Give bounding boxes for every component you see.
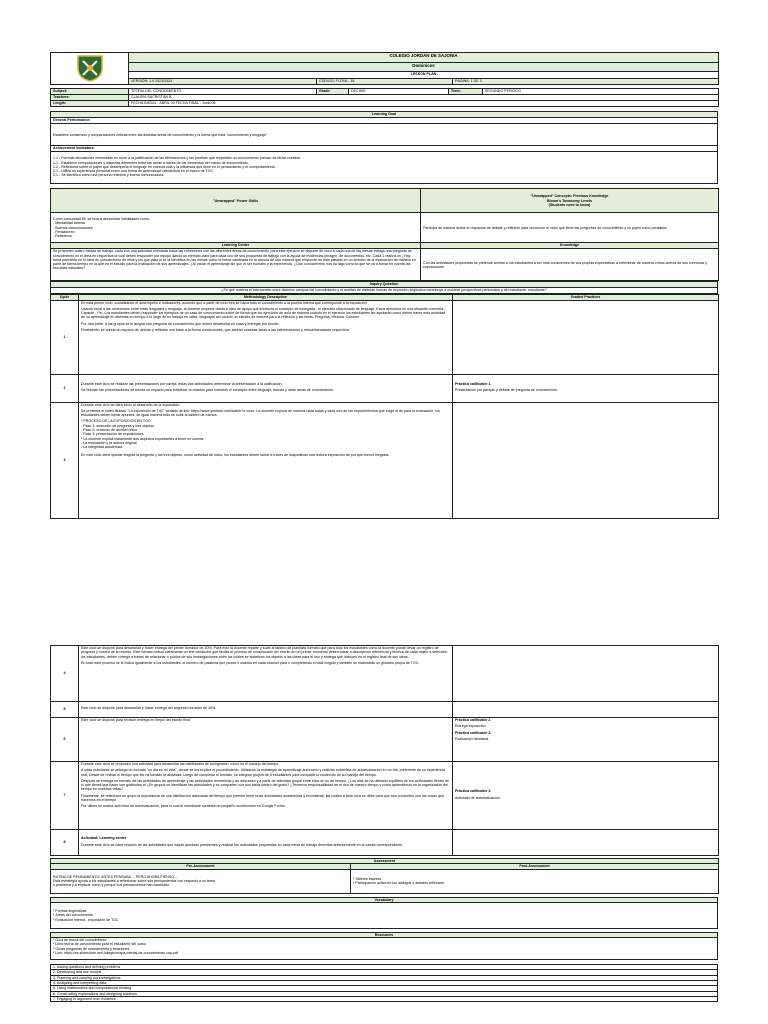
teachers-value: CLAUDIA SACRISTÁN B. — [129, 95, 719, 101]
resources-title: Resources — [51, 932, 718, 937]
term-value: SEGUNDO PERIODO — [483, 89, 719, 95]
methodology-cell — [79, 646, 453, 702]
list-item: RUTINA DE PENSAMIENTO: ANTES PENSABA ... PERO AHORA PIENSO ... — [53, 874, 178, 879]
power-skill-item: - Reflexivos — [53, 234, 72, 239]
methodology-paragraph: Este ciclo se dispone para revisión entrega en limpio del escrito final. — [81, 718, 191, 722]
table-row — [51, 762, 719, 830]
bloom-levels: Bloom's Taxonomy Levels — [547, 198, 592, 203]
lesson-plan-page-1 — [50, 52, 718, 519]
practice-item: 5. Using mathematics and computational thinking — [51, 986, 718, 991]
practice-item: 7. Engaging in argument from evidence — [51, 996, 718, 1001]
graded-practice-title: Práctica calificable 1. — [455, 381, 492, 386]
methodology-paragraph: Durante este ciclo se proponen una actividad para desarrollar las habilidades de autogestión, como es el manejo del tiempo. — [81, 762, 280, 766]
list-item: * Guía de teoría del conocimiento — [53, 938, 107, 943]
table-row — [51, 300, 719, 374]
page-cell: PÁGINA: 1 DE 3 — [453, 79, 719, 85]
graded-cell — [453, 718, 719, 762]
list-item: - Paso 2: creación de archivo único — [81, 428, 138, 433]
concepts-text: Participa de manera activa en espacios de debate y reflexión para reconocer el valor que tiene las preguntas de conocimiento y su papel como pensador. — [421, 213, 719, 243]
learning-center-title: Learning Center — [51, 243, 421, 249]
table-row — [51, 718, 719, 762]
achievement-indicators-list — [51, 152, 718, 184]
power-skills-list — [51, 213, 421, 243]
practice-item: 1. Asking questions and defining problems — [51, 965, 718, 970]
school-name: COLEGIO JORDÁN DE SAJONIA — [129, 53, 719, 63]
methodology-cell — [79, 702, 453, 718]
graded-practice-text: Actividad de autoevaluación. — [455, 795, 501, 800]
cycle-number: 1 — [51, 300, 79, 374]
practice-item: 4. Analyzing and interpreting data — [51, 981, 718, 986]
version-cell: VERSIÓN: 1.0 2023/2024 — [129, 79, 317, 85]
lesson-plan-page-2 — [50, 645, 718, 1002]
post-assessment-label: Post-Assessment — [351, 864, 719, 869]
assessment-table — [50, 858, 719, 894]
list-item: * Participación activa en los diálogos y debates reflexivos — [353, 881, 445, 886]
methodology-paragraph: En este ciclo debe quedar elegida la pregunta y los tres objetos, como actividad de inicio, los estudiantes deben tomar a través de diapositivas una lectura exposición de por qué fueron elegidos. — [81, 452, 390, 457]
graded-cell — [453, 830, 719, 856]
list-item: o problema y a explorar cómo y porqué sus pensamientos han cambiado — [53, 883, 170, 888]
methodology-header: Methodology Description — [79, 294, 453, 300]
methodology-paragraph: Este ciclo se dispone para desarrollar y hacer entrega del segundo borrador de 40%. — [81, 706, 217, 711]
doc-type: LESSON PLAN — [129, 71, 719, 78]
practice-item: 2. Developing and use models — [51, 970, 718, 975]
methodology-cell — [79, 762, 453, 830]
power-skill-item: - Pensadores — [53, 229, 75, 234]
table-row — [51, 830, 719, 856]
graded-header: Graded Practices — [453, 294, 719, 300]
list-item: - Paso 3: presentación de exposiciones — [81, 432, 144, 437]
methodology-paragraph: A cada estudiante se entrega un formato "un día en mi vida", donde se les explica el procedimiento. Utilizando la estrategia de aprendizaje autónomo y realizan entrevista de autoevaluación en un día, preferente de su experiencia real. Desde de revisar el tiempo que les ha tomado la actividad. Luego de completar el formato, se integran grupos de 4 estudiantes para compartir lo contenido de su manejo del tiempo. — [81, 768, 446, 777]
methodology-cell — [79, 402, 453, 518]
list-item: * PROCESO DE LA EXPOSICIÓN EN TOC: — [81, 419, 152, 424]
inquiry-question: ¿En qué manera el intercambio entre distintos campos del conocimiento y el análisis de distintas formas de expresión lingüística contribuye a moldear perspectivas personales y del estudiante, estudiante? — [51, 287, 718, 293]
list-item: - Paso 1: selección de pregunta y tres objetos — [81, 423, 154, 428]
power-skill-item: Como comunidad IB, se busca desarrollar habilidades como: — [53, 217, 150, 222]
students-need: (Students need to know) — [548, 202, 591, 207]
learning-goal-table — [50, 111, 718, 184]
vocabulary-title: Vocabulary — [51, 897, 718, 902]
cycle-number: 7 — [51, 762, 79, 830]
pre-assessment-text — [51, 869, 351, 893]
methodology-paragraph: Usando tecal a las conexiones entre otras lenguajes y lenguaje, al docente propone claras e idea de apoyo que involucra el concepto de sosegada - el ejercicio relacionado de lenguaje. Estos ejercicios en una situación concreta - Capsule - Fin. Los estudiantes deben responder los ejemplos de un caso de conocimiento sobre de forma que los ejercicios de aula de manera cuando en el ejercicio los estudiantes les ayudarán como deben hacer esta actividad de su aprendizaje en distintas en tiempo a lo largo de un trabajo en clase, lenguajes así ocurrió un estudio de manera para la reflexión y las ideas. Pregunta, Historia, Conocer. — [81, 306, 446, 320]
cycle-number: 5 — [51, 702, 79, 718]
achievement-indicators-label: Achievement Indicators: — [51, 146, 718, 152]
methodology-paragraph: En todo este proceso se le indica igualmente a los estudiantes, el número de palabras que puede ir usando en cada sección para ir completando el total exigido y también se elaborarán un glosario propio de TOC. — [81, 660, 420, 665]
cycle-number: 3 — [51, 402, 79, 518]
list-item: * Formas lingüísticas — [53, 908, 87, 913]
power-skills-title: "Unwrapped" Power Skills — [51, 189, 421, 213]
subject-label: Subject: — [51, 89, 129, 95]
list-item: * La docente explica claramente dos aspectos importantes a tener en cuenta: — [81, 436, 205, 441]
resources-list — [51, 938, 718, 960]
methodology-paragraph: Se brindan las presentaciones se brinda un espacio para fortalecer la relación para construir el concepto entre lenguaje, formas y otras áreas de conocimiento. — [81, 388, 335, 393]
length-label: Length: — [51, 101, 129, 107]
methodology-paragraph: Durante este ciclo se dará inicio al desarrollo de la exposición. — [81, 402, 181, 407]
general-performance-label: General Performance: — [51, 118, 718, 124]
school-order: Dominicos — [129, 63, 719, 71]
methodology-cell — [79, 374, 453, 402]
school-crest — [51, 53, 129, 85]
practice-item: 3. Planning and carrying out investigations — [51, 975, 718, 980]
list-item: * Guías preguntas de conocimiento y relaciones — [53, 946, 130, 951]
methodology-paragraph: Durante este ciclo se realizan las presentaciones por pareja: estas dos actividades determinar la presentación a la calificación. — [81, 381, 283, 386]
grade-value: DECIMO — [349, 89, 449, 95]
header-table — [50, 52, 719, 85]
table-row — [51, 646, 719, 702]
post-assessment-text — [351, 869, 719, 893]
info-table — [50, 88, 719, 107]
methodology-paragraph: Este ciclo se dispone para desarrollar y hacer entrega del primer borrador de 40%. Para esto la docente reparte y sube al tablero de plantillas formato que para todo los estudiantes como la docente puede llevar un registro de progreso y control de su escrito. Este formato indica claramente un fine conductor que facilita el proceso de construcción del escrito en un primer momento deben basar a descripción referencial y técnica de cada objeto a selección los estudiantes, deben corregir a través de relacionar o puntos de sus investigaciones entre los cuales se sintetizan los objetos a las ideas para el uso y entrega que incluyen en el registro final de sus ideas. — [81, 646, 448, 659]
list-item: * Link: https://es.slideshare.net/Juliegkr/mapa-mental-de-conocimiento-cap-pdf — [53, 951, 179, 956]
cycle-number: 6 — [51, 718, 79, 762]
methodology-paragraph: Finalmente, se reflexiona en grupo la importancia de una distribución adecuada del tiempo que permite tener unas actividades académicas y recreativas, las cuales a toda hora se debe para que sea productivo con las cosas que hacemos en el tiempo. — [81, 793, 444, 803]
graded-practice-title: Práctica calificable 2. — [455, 718, 492, 722]
resources-table — [50, 932, 718, 960]
table-row — [51, 702, 719, 718]
graded-practice-text: Evaluación bimestral. — [455, 736, 490, 741]
practice-item: 6. Constructing explanations and designing solutions — [51, 991, 718, 996]
list-item: - La integridad académica — [81, 445, 123, 450]
inquiry-title: Inquiry Question — [51, 282, 718, 287]
vocabulary-table — [50, 897, 718, 929]
indicator-item: 1.1 - Establece comparaciones y sistemas diferentes entre las áreas a través de los elementos del marco de conocimiento. — [53, 160, 249, 165]
subject-value: TEORIA DEL CONOCIMIENTO — [129, 89, 317, 95]
code-cell: CÓDIGO: FI-DSA - 18 — [317, 79, 453, 85]
practices-table — [50, 964, 718, 1002]
knowledge-title: Knowledge — [421, 243, 719, 249]
graded-cell — [453, 402, 719, 518]
methodology-paragraph: Después se entrega en formato de las actividades de aprendizaje y las actividades recreativas y de descanso y a partir de actividad grupal entre ellos en su de tiempo, ¿Los días se ha utilizado equilibrio de tus actividades dentro de lo que tienes que hacer con gratitudes al ¿En grupos se identifican las actividades y se comparten con sus ideas dentro del gusto? ¿Tenemos responsabilidad en el uso de nuestro tiempo y cómo aprendemos en la organización del tiempo en nuestras vidas? — [81, 778, 449, 792]
learning-goal-title: Learning Goal — [51, 112, 718, 118]
exposition-steps — [81, 419, 450, 449]
term-label: Term: — [449, 89, 483, 95]
methodology-cell — [79, 300, 453, 374]
list-item: - La evaluación y la autoría original — [81, 440, 137, 445]
methodology-paragraph: En esta primer ciclo, socializando el desempeño e indicadores, acuerdo que a partir de ciclo tres se hacia todo el conocimiento a la prueba interna que corresponde a la exposición. — [81, 300, 368, 305]
methodology-table-page2 — [50, 645, 719, 856]
graded-cell — [453, 702, 719, 718]
power-skill-item: - Buenos comunicadores — [53, 225, 93, 230]
cycle-number: 8 — [51, 830, 79, 856]
graded-practice-title: Práctica calificable 3. — [455, 730, 492, 735]
concepts-title-cell — [421, 189, 719, 213]
methodology-table-page1 — [50, 294, 719, 519]
list-item: * Libro teoría de conocimiento para el estudiante del curso — [53, 942, 146, 947]
pre-assessment-label: Pre-Assessment — [51, 864, 351, 869]
skills-table — [50, 188, 719, 281]
methodology-paragraph: Finalmente, se brinda un espacio de debate y reflexión con base a la forma conclusiones, que abrirán nuestras ideas a las intervenciones y retroalimentación respectiva. — [81, 328, 350, 333]
cycle-number: 2 — [51, 374, 79, 402]
assessment-title: Assessment — [51, 859, 719, 864]
cycle-number: 4 — [51, 646, 79, 702]
graded-practice-title: Práctica calificable 3. — [455, 789, 492, 794]
methodology-paragraph: Por último se realiza actividad de autoevaluación, para lo cual el estudiante contesta un pequeño cuestionario en Google Forms. — [81, 804, 286, 809]
graded-cell — [453, 374, 719, 402]
length-value: FECHA INICIAL - ABRIL 03 FECHA FINAL - Junio 06 — [129, 101, 719, 107]
methodology-paragraph: Por otra parte, a las grupos se le asigna una pregunta de conocimiento que deben desarrollar en casa y entregar por escrito. — [81, 321, 280, 326]
list-item: * Áreas del conocimiento — [53, 913, 93, 918]
cycle-header: Cycle — [51, 294, 79, 300]
inquiry-table — [50, 281, 718, 293]
table-row — [51, 374, 719, 402]
crest-icon — [75, 53, 105, 83]
teachers-label: Teachers: — [51, 95, 129, 101]
knowledge-text: Con las actividades propuestas se pretende animar a los estudiantes a ser más conscientes de sus propias expectativas a reflexionar de manera crítica acerca de sus creencias y suposiciones. — [421, 249, 719, 281]
methodology-cell — [79, 718, 453, 762]
table-row — [51, 402, 719, 518]
indicator-item: 3.1 - Se identifica como una persona reflexiva y buena comunicadora. — [53, 173, 165, 178]
learning-center-text: Se proponen cuatro mesas de trabajo, cada con una actividad orientada hacia las conexiones con las diferentes áreas de conocimiento, para este ejercicio se dispone de cuco a cada una de las mesas trabaja una pregunta de conocimiento en el área en respectiva la cual deben responder por equipo dando un ejemplo claro para cada uno de sus propuesta de trabajo con la ayuda de evidencias (imagen, de documentos, etc. Cada 1 realiza un ¿Hay fuera permitido en el área de conocimiento de ellos y los que para si se la identifica en las mesas como la forma cambiada en la ciencia de una manera que responde en este pasado en un termino de la evaluación de manera en parte de forma tiempo en la que en el estudio para la evaluación de sus aprendizajes, ¿Al iniciar el aprendizaje sin que el ser humano y la experiencia, ¿Qué conocimiento nos da algo como la que se va a tomar en cuenta las escuelas naturales? — [51, 249, 421, 281]
concepts-title: "Unwrapped" Concepts: Previous Knowledge — [530, 194, 609, 199]
methodology-paragraph: Durante este ciclo se hace revisión de las actividades que hayan quedado pendientes y realizar las actividades propuestas en cada mesa de trabajo descritas anteriormente en la casilla correspondiente. — [81, 842, 404, 847]
list-item: * Evaluación interna - exposición de TOC — [53, 917, 119, 922]
graded-cell — [453, 300, 719, 374]
power-skill-item: - Mentalidad abierta — [53, 221, 85, 226]
graded-practice-text: Presentación por parejas y debate de pregunta de conocimiento. — [455, 388, 559, 393]
grade-label: Grade: — [317, 89, 349, 95]
methodology-cell — [79, 830, 453, 856]
list-item: Esta estrategia ayuda a los estudiantes a reflexionar sobre sus pensamientos con respecto a un tema — [53, 878, 216, 883]
indicator-item: 1.2 - Reflexiona sobre el papel que desempeña el lenguaje en nuestra vida y la influencia que tiene en el pensamiento y el comportamiento. — [53, 164, 276, 169]
graded-practice-text: Entrega exposición — [455, 724, 486, 729]
indicator-item: 2.1 - Utiliza su experiencia personal como una forma de aprendizaje ubicándola en el marco de TOC. — [53, 169, 215, 174]
methodology-paragraph: Se presenta el video titulado "La exposición de TdC" tomado de link: https://www.youtube.com/watch?v=xxxx. La docente explora de manera cada todas y cada uno de los requerimientos que exige el de para la evaluación, los estudiantes deben tomar apuntes, de igual manera todo se subir al tablero de rúbrica. — [81, 408, 440, 418]
indicator-item: 1.1 - Formula discusiones informadas en torno a la justificación de las afirmaciones y las pruebas que respaldan un conocimiento preciso de dicha cuestión. — [53, 156, 302, 161]
graded-cell — [453, 646, 719, 702]
vocabulary-list — [51, 902, 718, 928]
methodology-paragraph: Actividad: Learning center — [81, 836, 127, 841]
general-performance-text: Establece consensos y comparaciones críticas entre las distintas áreas de conocimiento y la forma que ésta "conocimiento y lenguaje" — [51, 124, 718, 146]
list-item: * Talleres escritos — [353, 876, 382, 881]
graded-cell — [453, 762, 719, 830]
